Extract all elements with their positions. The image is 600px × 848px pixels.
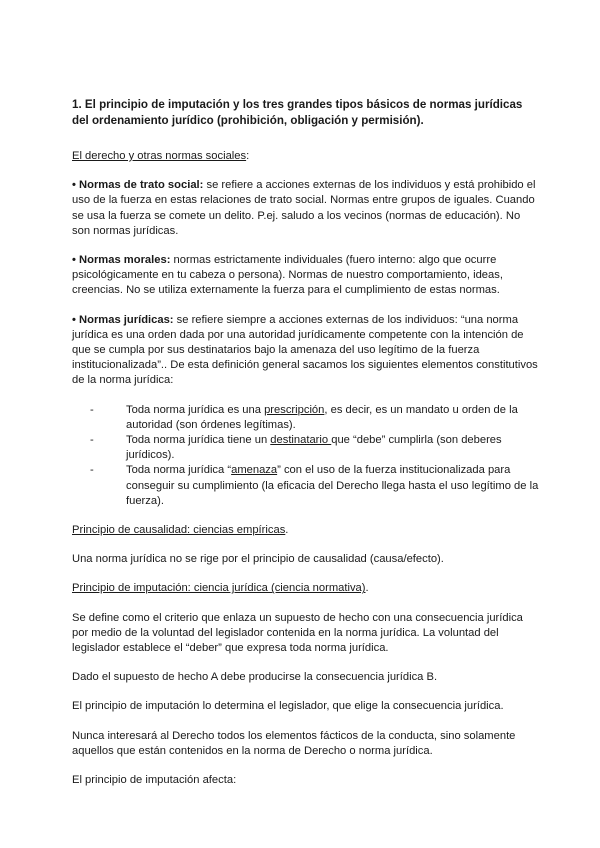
term-label: Normas de trato social: — [79, 179, 204, 192]
section-heading-text: Principio de causalidad: ciencias empíricas — [72, 524, 286, 537]
section-heading-text: Principio de imputación: ciencia jurídica (ciencia normativa) — [72, 582, 366, 595]
paragraph-morales — [72, 253, 540, 299]
section-heading-suffix: . — [285, 524, 289, 537]
dash-marker: - — [90, 434, 94, 447]
paragraph-trato-social — [72, 178, 540, 239]
list-item — [90, 433, 540, 463]
paragraph-text: se refiere a acciones externas de los individuos y está prohibido el uso de la fuerza en estas relaciones de trato social. Normas entre grupos de iguales. Cuando se usa la fuerza se comete un delito. P.ej. saludo a los vecinos (normas de educación). No son normas jurídicas. — [72, 179, 536, 237]
list-item-text: ” con el uso de la fuerza institucionalizada para conseguir su cumplimiento (la eficacia del Derecho llega hasta el uso legítimo de la fuerza). — [126, 464, 539, 507]
list-item-text: Toda norma jurídica es una — [126, 403, 265, 416]
list-item — [90, 403, 540, 433]
section-heading-imputacion — [72, 581, 540, 596]
section-heading-suffix: . — [365, 582, 369, 595]
paragraph-text: se refiere siempre a acciones externas de los individuos: “una norma jurídica es una orden dada por una autoridad jurídicamente competente con la intención de que se cumpla por sus destinatarios bajo la amenaza del uso legítimo de la fuerza institucionalizada”.. De esta definición general sacamos los siguientes elementos constitutivos de la norma jurídica: — [72, 313, 538, 387]
dash-marker: - — [90, 464, 94, 477]
section-heading-causalidad — [72, 523, 540, 538]
key-term: amenaza — [231, 464, 278, 477]
paragraph-afecta: El principio de imputación afecta: — [72, 774, 237, 787]
term-label: Normas jurídicas: — [79, 313, 174, 326]
key-term: destinatario — [270, 434, 332, 447]
bullet: • — [72, 179, 76, 192]
paragraph-causalidad: Una norma jurídica no se rige por el principio de causalidad (causa/efecto). — [72, 553, 444, 566]
elements-list — [72, 403, 540, 509]
section-heading-suffix: : — [246, 150, 250, 162]
paragraph-juridicas — [72, 313, 540, 389]
document-title: 1. El principio de imputación y los tres grandes tipos básicos de normas jurídicas del ordenamiento jurídico (prohibición, obligación y permisión). — [72, 98, 523, 127]
list-item-text: Toda norma jurídica tiene un — [126, 434, 271, 447]
key-term: prescripción — [264, 403, 325, 416]
list-item-text: que “debe” cumplirla (son deberes jurídicos). — [126, 434, 502, 462]
paragraph-definicion: Se define como el criterio que enlaza un supuesto de hecho con una consecuencia jurídica por medio de la voluntad del legislador contenida en la norma jurídica. La voluntad del legislador establece el “deber” que expresa toda norma jurídica. — [72, 611, 523, 655]
term-label: Normas morales: — [79, 254, 171, 267]
paragraph-text: normas estrictamente individuales (fuero interno: algo que ocurre psicológicamente en tu cabeza o persona). Normas de nuestro comportamiento, ideas, creencias. No se utiliza externamente la fuerza para el cumplimiento de estas normas. — [72, 254, 503, 297]
paragraph-supuesto: Dado el supuesto de hecho A debe producirse la consecuencia jurídica B. — [72, 671, 438, 684]
paragraph-elementos-facticos: Nunca interesará al Derecho todos los elementos fácticos de la conducta, sino solamente aquellos que están contenidos en la norma de Derecho o norma jurídica. — [72, 729, 516, 757]
section-heading-text: El derecho y otras normas sociales — [72, 150, 247, 162]
list-item-text: Toda norma jurídica “ — [126, 464, 232, 477]
dash-marker: - — [90, 403, 94, 416]
paragraph-legislador: El principio de imputación lo determina el legislador, que elige la consecuencia jurídica. — [72, 700, 504, 713]
list-item-text: , es decir, es un mandato u orden de la autoridad (son órdenes legítimas). — [126, 403, 518, 431]
bullet: • — [72, 254, 76, 267]
section-heading-derecho — [72, 149, 540, 164]
list-item — [90, 463, 540, 509]
bullet: • — [72, 313, 76, 326]
